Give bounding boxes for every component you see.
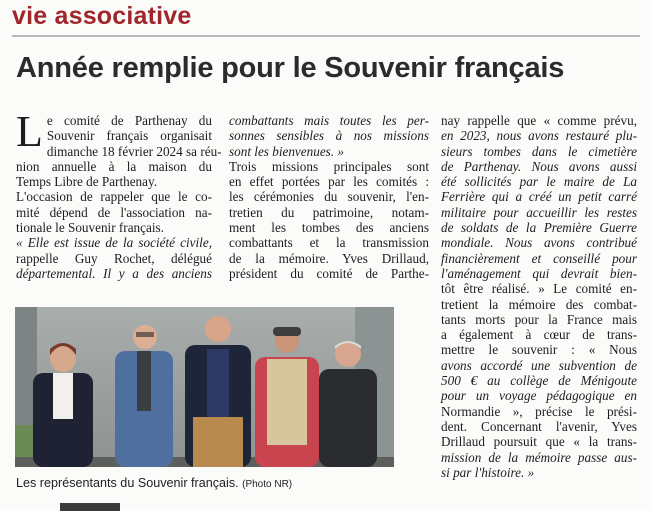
text-line: mettre le souvenir : « Nous [441,342,637,358]
text-line: financièrement et conseillé pour [441,250,637,266]
text-line: en effet portées par les comités : [229,174,429,190]
text-line: pour un voyage pédagogique en [441,388,637,404]
text-line: les cérémonies du souvenir, l'en- [229,189,429,205]
text-line: Drillaud poursuit que « la trans- [441,434,637,450]
text-line: sont les bienvenues. » [229,143,344,159]
group-photo [15,307,394,467]
caption-text: Les représentants du Souvenir français. [16,476,239,490]
text-line: de la mémoire. Yves Drillaud, [229,250,429,266]
text-line: tôt être réalisé. » Le comité en- [441,281,637,297]
section-rule [12,35,640,37]
text-line: a également à cœur de trans- [441,327,637,343]
text-line: été sollicités par le maire de La [441,174,637,190]
text-line: combattants mais toutes les per- [229,113,429,128]
text-line: nay rappelle que « comme prévu, [441,113,637,128]
text-line: tants morts pour la France mais [441,311,637,327]
text-line: dimanche 18 février 2024 sa réu- [46,143,222,159]
text-line: Ferrière qui a créé un petit carré [441,189,637,205]
next-article-fragment [60,503,120,511]
article-headline: Année remplie pour le Souvenir français [16,52,565,84]
text-line: mité dépend de l'association na- [16,204,212,220]
text-line: Normandie », précise le prési- [441,403,637,419]
text-line: Trois missions principales sont [229,158,429,174]
text-line: Souvenir français organisait [46,128,212,144]
text-line: nion annuelle à la maison du [16,158,212,174]
text-line: l'aménagement qui devrait bien- [441,265,637,281]
text-line: rappelle Guy Rochet, délégué [16,250,212,266]
article-column-2 [229,113,429,281]
text-line: militaire pour accueillir les restes [441,204,637,220]
article-column-3 [441,113,637,480]
text-line: tionale le Souvenir français. [16,220,164,236]
text-line: « Elle est issue de la société civile, [16,235,212,251]
text-line: de soldats de la Première Guerre [441,220,637,236]
text-line: mission de la mémoire passe aus- [441,449,637,465]
text-line: si par l'histoire. » [441,464,535,480]
text-line: tretien du patrimoine, notam- [229,204,429,220]
text-line: 500 € au collège de Ménigoute [441,373,637,389]
text-line: e comité de Parthenay du [46,113,212,128]
section-label: vie associative [12,2,192,30]
text-line: Temps Libre de Parthenay. [16,174,158,190]
group-photo-illustration [15,307,394,467]
text-line: ment les tombes des anciens [229,220,429,236]
text-line: président du comité de Parthe- [229,265,429,281]
text-line: en 2023, nous avons restauré plu- [441,128,637,144]
photo-credit: (Photo NR) [242,479,293,490]
text-line: combattants et la transmission [229,235,429,251]
article-column-1 [16,107,222,281]
drop-cap: L [16,107,43,156]
photo-caption [16,476,292,490]
text-line: sonnes sensibles à nos missions [229,128,429,144]
text-line: tretient la mémoire des combat- [441,296,637,312]
text-line: départemental. Il y a des anciens [16,265,212,281]
text-line: mondiale. Nous avons contribué [441,235,637,251]
text-line: avons accordé une subvention de [441,357,637,373]
text-line: dent. Concernant l'avenir, Yves [441,418,637,434]
text-line: sieurs tombes dans le cimetière [441,143,637,159]
text-line: L'occasion de rappeler que le co- [16,189,212,205]
text-line: de Parthenay. Nous avons aussi [441,158,637,174]
